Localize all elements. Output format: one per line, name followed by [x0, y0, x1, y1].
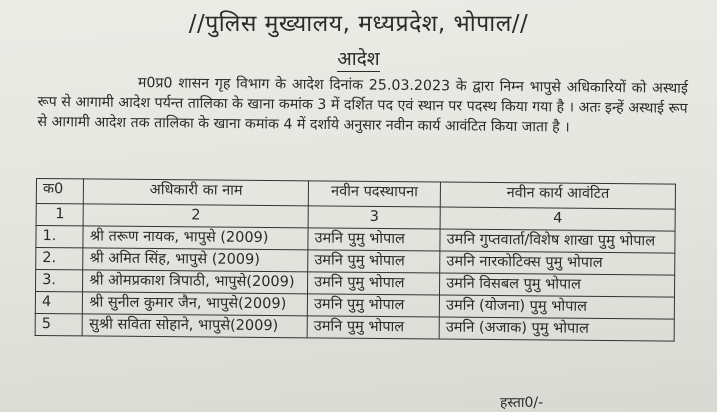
column-number-cell: 1 — [36, 204, 84, 226]
serial-cell: 5 — [35, 313, 83, 335]
posting-cell: उमनि पुमु भोपाल — [308, 250, 440, 273]
work-cell: उमनि गुप्तवार्ता/विशेष शाखा पुमु भोपाल — [440, 229, 675, 253]
posting-cell: उमनि पुमु भोपाल — [308, 228, 440, 251]
column-number-cell: 3 — [308, 206, 440, 229]
signature-note: हस्ता0/- — [500, 395, 544, 411]
header-cell-new-work: नवीन कार्य आवंटित — [440, 182, 675, 209]
serial-cell: 1. — [36, 226, 84, 248]
serial-cell: 4 — [35, 292, 83, 314]
header-cell-officer-name: अधिकारी का नाम — [84, 179, 309, 206]
order-paragraph-text: म0प्र0 शासन गृह विभाग के आदेश दिनांक 25.03.2023 के द्वारा निम्न भापुसे अधिकारियों को अस्थाई रूप से आगामी आदेश पर्यन्त तालिका के खाना कमांक 3 में दर्शित पद एवं स्थान पर पदस्थ किया गया है । अतः इन्हें अस्थाई रूप से आगामी आदेश तक तालिका के खाना कमांक 4 में दर्शाये अनुसार नवीन कार्य आवंटित किया जाता है । — [37, 75, 688, 136]
document-title: //पुलिस मुख्यालय, मध्यप्रदेश, भोपाल// — [188, 11, 529, 37]
officer-name-cell: श्री सुनील कुमार जैन, भापुसे(2009) — [83, 292, 308, 316]
posting-cell: उमनि पुमु भोपाल — [308, 272, 440, 295]
header-cell-new-posting: नवीन पदस्थापना — [308, 181, 440, 207]
work-cell: उमनि विसबल पुमु भोपाल — [440, 273, 675, 297]
officer-name-cell: सुश्री सविता सोहाने, भापुसे(2009) — [82, 314, 307, 338]
officer-name-cell: श्री अमित सिंह, भापुसे (2009) — [83, 248, 308, 272]
officer-name-cell: श्री ओमप्रकाश त्रिपाठी, भापुसे(2009) — [83, 270, 308, 294]
column-number-cell: 2 — [83, 204, 308, 228]
order-heading: आदेश — [337, 48, 380, 70]
serial-cell: 2. — [36, 248, 84, 270]
table-row — [35, 313, 674, 341]
paragraph-indent — [38, 86, 138, 87]
header-cell-serial: क0 — [36, 179, 84, 204]
document-subtitle — [0, 45, 717, 71]
serial-cell: 3. — [36, 270, 84, 292]
work-cell: उमनि नारकोटिक्स पुमु भोपाल — [440, 251, 675, 275]
officer-name-cell: श्री तरूण नायक, भापुसे (2009) — [83, 226, 308, 250]
work-cell: उमनि (योजना) पुमु भोपाल — [439, 295, 674, 319]
work-cell: उमनि (अजाक) पुमु भोपाल — [439, 317, 674, 341]
column-number-cell: 4 — [440, 207, 675, 231]
posting-cell: उमनि पुमु भोपाल — [307, 294, 439, 317]
postings-table — [35, 178, 676, 342]
order-paragraph — [37, 72, 688, 139]
posting-cell: उमनि पुमु भोपाल — [307, 316, 439, 339]
